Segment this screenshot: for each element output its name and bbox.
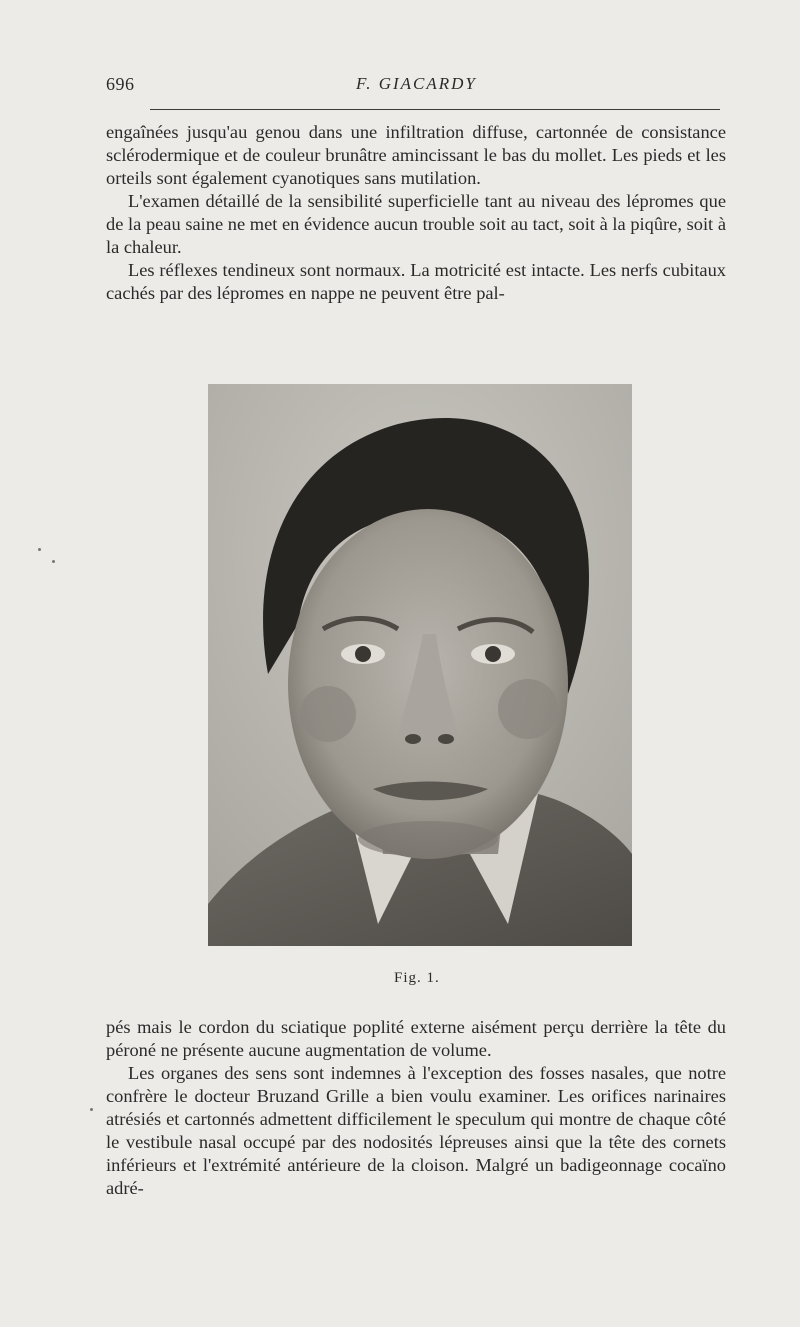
running-head: F. GIACARDY [356,74,477,93]
paper-speck [52,560,55,563]
body-text-top [106,121,726,305]
paragraph: Les réflexes tendineux sont normaux. La motricité est intacte. Les nerfs cubitaux cachés par des lépromes en nappe ne peuvent être pal- [106,260,726,303]
figure-caption: Fig. 1. [394,970,440,986]
paragraph: pés mais le cordon du sciatique poplité externe aisément perçu derrière la tête du péroné ne présente aucune augmentation de volume. [106,1017,726,1060]
body-text-bottom [106,1016,726,1200]
patient-photograph [208,384,632,946]
photo-portrait-image [208,384,632,946]
paragraph: engaînées jusqu'au genou dans une infiltration diffuse, cartonnée de consistance sclérodermique et de couleur brunâtre amincissant le bas du mollet. Les pieds et les orteils sont également cyanotiques sans mutilation. [106,122,726,188]
paragraph: Les organes des sens sont indemnes à l'exception des fosses nasales, que notre confrère le docteur Bruzand Grille a bien voulu examiner. Les orifices narinaires atrésiés et cartonnés admettent difficilement le speculum qui montre de chaque côté le vestibule nasal occupé par des nodosités lépreuses ainsi que la tête des cornets inférieurs et l'extrémité antérieure de la cloison. Malgré un badigeonnage cocaïno adré- [106,1063,726,1198]
paragraph: L'examen détaillé de la sensibilité superficielle tant au niveau des lépromes que de la peau saine ne met en évidence aucun trouble soit au tact, soit à la piqûre, soit à la chaleur. [106,191,726,257]
paper-speck [90,1108,93,1111]
header-rule [150,109,720,110]
page-number: 696 [106,74,135,94]
paper-speck [38,548,41,551]
page-header [106,74,726,98]
